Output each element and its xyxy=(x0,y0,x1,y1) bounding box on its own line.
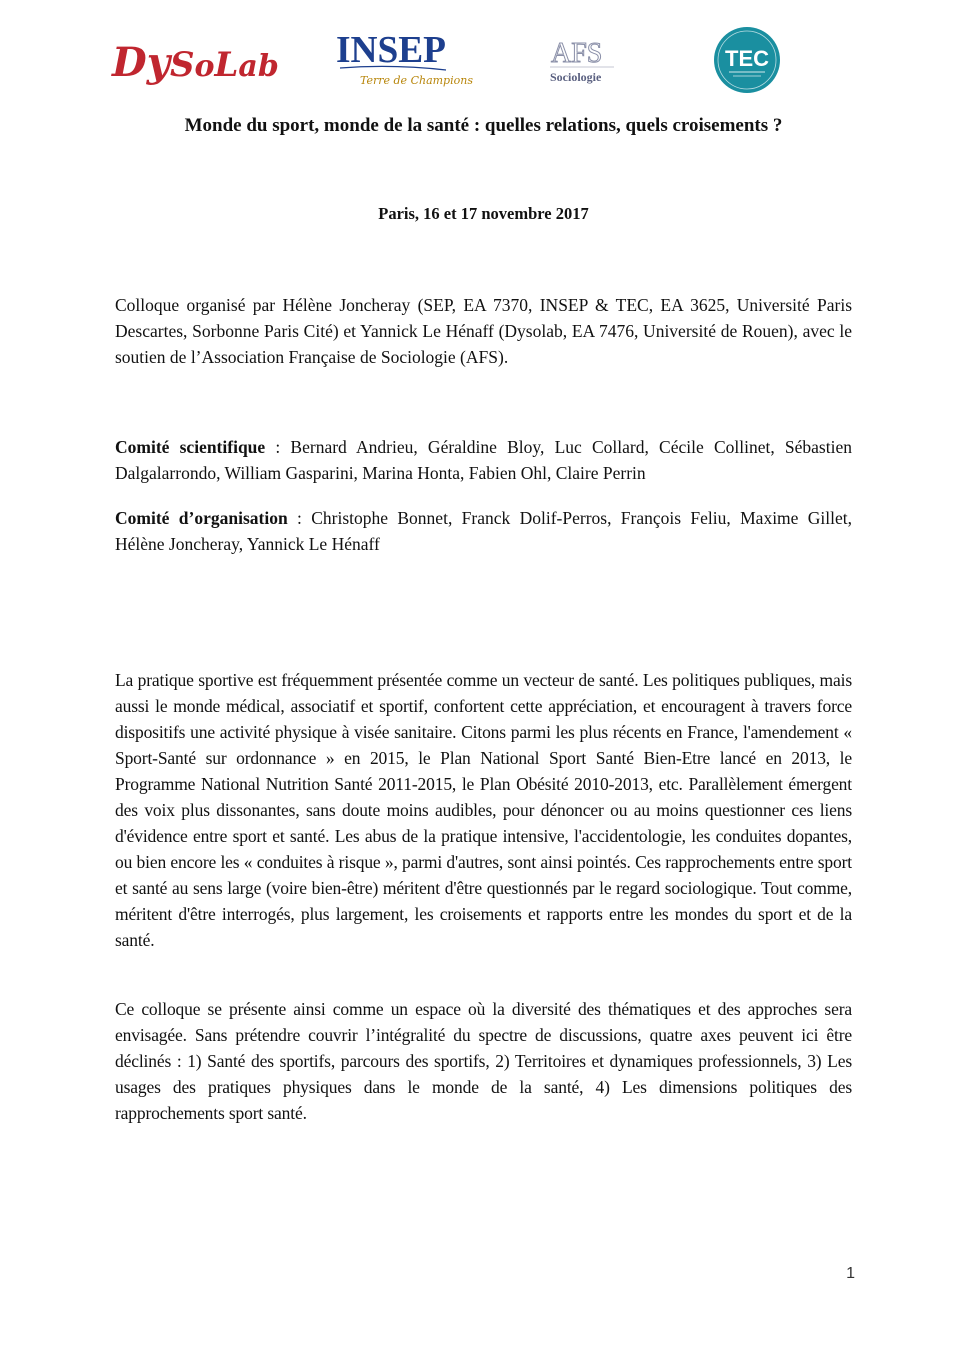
organizing-committee-members: : Christophe Bonnet, Franck Dolif-Perros, François Feliu, Maxime Gillet, Hélène Joncheray, Yannick Le Hénaff xyxy=(115,508,853,554)
dysolab-logo-text: DySoLab xyxy=(112,39,279,86)
organizing-committee xyxy=(115,505,852,557)
tec-logo-text: TEC xyxy=(725,46,769,71)
dysolab-logo xyxy=(110,30,279,90)
scientific-committee-members: : Bernard Andrieu, Géraldine Bloy, Luc Collard, Cécile Collinet, Sébastien Dalgalarrondo, William Gasparini, Marina Honta, Fabien Ohl, Claire Perrin xyxy=(115,437,852,483)
page-title: Monde du sport, monde de la santé : quelles relations, quels croisements ? xyxy=(184,115,783,136)
page-number: 1 xyxy=(846,1265,855,1282)
afs-logo-subtitle: Sociologie xyxy=(550,70,602,84)
insep-logo-text: INSEP xyxy=(336,29,446,71)
afs-logo-text: AFS xyxy=(551,38,603,69)
scientific-committee xyxy=(115,434,852,486)
event-date: Paris, 16 et 17 novembre 2017 xyxy=(378,204,589,223)
tec-logo xyxy=(713,26,781,94)
afs-logo xyxy=(548,36,618,86)
body-paragraph: La pratique sportive est fréquemment présentée comme un vecteur de santé. Les politiques publiques, mais aussi le monde médical, associatif et sportif, confortent cette appréciation, et encouragent à travers force dispositifs une activité physique à visée sanitaire. Citons parmi les plus récents en France, l'amendement « Sport-Santé sur ordonnance » en 2015, le Plan National Sport Santé Bien-Etre lancé en 2013, le Programme National Nutrition Santé 2011-2015, le Plan Obésité 2010-2013, etc. Parallèlement émergent des voix plus dissonantes, sans doute moins audibles, pour dénoncer ou au moins questionner ces liens d'évidence entre sport et santé. Les abus de la pratique intensive, l'accidentologie, les conduites dopantes, ou bien encore les « conduites à risque », parmi d'autres, sont ainsi pointés. Ces rapprochements entre sport et santé au sens large (voire bien-être) méritent d'être questionnés par le regard sociologique. Tout comme, méritent d'être interrogés, plus largement, les croisements et rapports entre les mondes du sport et de la santé. xyxy=(115,670,852,950)
insep-logo-tagline: Terre de Champions xyxy=(360,74,473,87)
body-paragraph: Ce colloque se présente ainsi comme un espace où la diversité des thématiques et des approches sera envisagée. Sans prétendre couvrir l’intégralité du spectre de discussions, quatre axes peuvent ici être déclinés : 1) Santé des sportifs, parcours des sportifs, 2) Territoires et dynamiques professionnels, 3) Les usages des pratiques physiques dans le monde de la santé, 4) Les dimensions politiques des rapprochements sport santé. xyxy=(115,999,852,1123)
organizing-committee-label: Comité d’organisation xyxy=(115,508,288,528)
scientific-committee-label: Comité scientifique xyxy=(115,437,266,457)
intro-paragraph: Colloque organisé par Hélène Joncheray (SEP, EA 7370, INSEP & TEC, EA 3625, Université Paris Descartes, Sorbonne Paris Cité) et Yannick Le Hénaff (Dysolab, EA 7476, Université de Rouen), avec le soutien de l’Association Française de Sociologie (AFS). xyxy=(115,295,852,367)
insep-logo xyxy=(332,28,473,90)
logo-bar xyxy=(110,24,790,96)
